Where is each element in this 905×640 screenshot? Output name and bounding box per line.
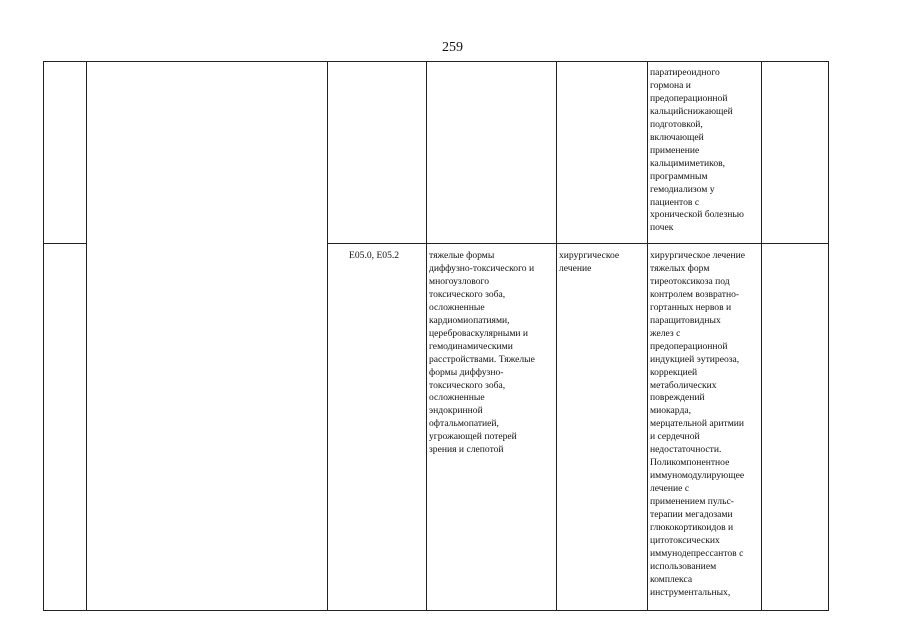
text-line: почек (650, 222, 674, 234)
table-bottom-border (43, 610, 829, 611)
text-line: иммунодепрессантов с (650, 547, 744, 559)
text-line: метаболических (650, 379, 717, 391)
page-number: 259 (442, 40, 463, 55)
text-line: и сердечной (650, 431, 700, 443)
row2-model-cell (429, 250, 555, 457)
text-line: применение (650, 144, 700, 156)
text-line: цереброваскулярными и (429, 327, 529, 339)
text-line: зрения и слепотой (429, 444, 504, 456)
text-line: паращитовидных (650, 314, 721, 326)
text-line: глюкокортикоидов и (650, 522, 734, 534)
text-line: лечение (559, 262, 592, 274)
text-line: кальцимиметиков, (650, 157, 726, 169)
text-line: хронической болезнью (650, 209, 744, 221)
row2-method-cell (650, 250, 760, 600)
text-line: гормона и (650, 79, 691, 91)
col-border-4 (556, 61, 557, 611)
text-line: миокарда, (650, 405, 691, 417)
text-line: тяжелые формы (429, 250, 495, 261)
text-line: тиреотоксикоза под (650, 275, 730, 287)
row2-treatment-cell (559, 250, 646, 276)
text-line: хирургическое лечение (650, 250, 746, 261)
text-line: осложненные (429, 392, 485, 404)
text-line: лечение с (650, 483, 690, 495)
text-line: хирургическое (559, 250, 620, 261)
text-line: индукцией эутиреоза, (650, 353, 740, 365)
text-line: паратиреоидного (650, 67, 720, 78)
text-line: желез с (650, 327, 681, 339)
text-line: офтальмопатией, (429, 418, 499, 430)
text-line: иммуномодулирующее (650, 470, 745, 482)
diagnosis-code: E05.0, E05.2 (349, 250, 400, 261)
text-line: гемодиализом у (650, 183, 715, 195)
text-line: кальцийснижающей (650, 105, 733, 117)
text-line: недостаточности. (650, 444, 722, 456)
text-line: токсического зоба, (429, 288, 506, 300)
text-line: мерцательной аритмии (650, 418, 745, 430)
text-line: гемодинамическими (429, 340, 513, 352)
text-line: осложненные (429, 301, 485, 313)
text-line: комплекса (650, 573, 693, 585)
text-line: цитотоксических (650, 534, 720, 546)
text-line: контролем возвратно- (650, 288, 740, 300)
text-line: тяжелых форм (650, 262, 710, 274)
text-line: гортанных нервов и (650, 301, 732, 313)
text-line: инструментальных, (650, 586, 731, 598)
text-line: повреждений (650, 392, 705, 404)
text-line: программным (650, 170, 708, 182)
col-border-7 (828, 61, 829, 611)
table-top-border (43, 61, 829, 62)
col-border-2 (327, 61, 328, 611)
text-line: Поликомпонентное (650, 457, 730, 469)
row1-method-cell (650, 67, 760, 235)
text-line: диффузно-токсического и (429, 262, 535, 274)
col-border-5 (647, 61, 648, 611)
text-line: использованием (650, 560, 717, 572)
text-line: терапии мегадозами (650, 509, 733, 521)
text-line: подготовкой, (650, 118, 703, 130)
col-border-3 (426, 61, 427, 611)
text-line: кардиомиопатиями, (429, 314, 510, 326)
col-border-1 (86, 61, 87, 611)
text-line: формы диффузно- (429, 366, 504, 378)
row-divider-right (327, 243, 829, 244)
text-line: включающей (650, 131, 704, 143)
text-line: коррекцией (650, 366, 698, 378)
text-line: эндокринной (429, 405, 483, 417)
text-line: пациентов с (650, 196, 700, 208)
col-border-0 (43, 61, 44, 611)
text-line: угрожающей потерей (429, 431, 517, 443)
col-border-6 (761, 61, 762, 611)
text-line: применением пульс- (650, 496, 734, 508)
row-divider-left (43, 243, 87, 244)
row2-code-cell (349, 250, 425, 263)
text-line: расстройствами. Тяжелые (429, 353, 535, 365)
text-line: токсического зоба, (429, 379, 506, 391)
text-line: предоперационной (650, 340, 728, 352)
text-line: предоперационной (650, 92, 728, 104)
text-line: многоузлового (429, 275, 490, 287)
